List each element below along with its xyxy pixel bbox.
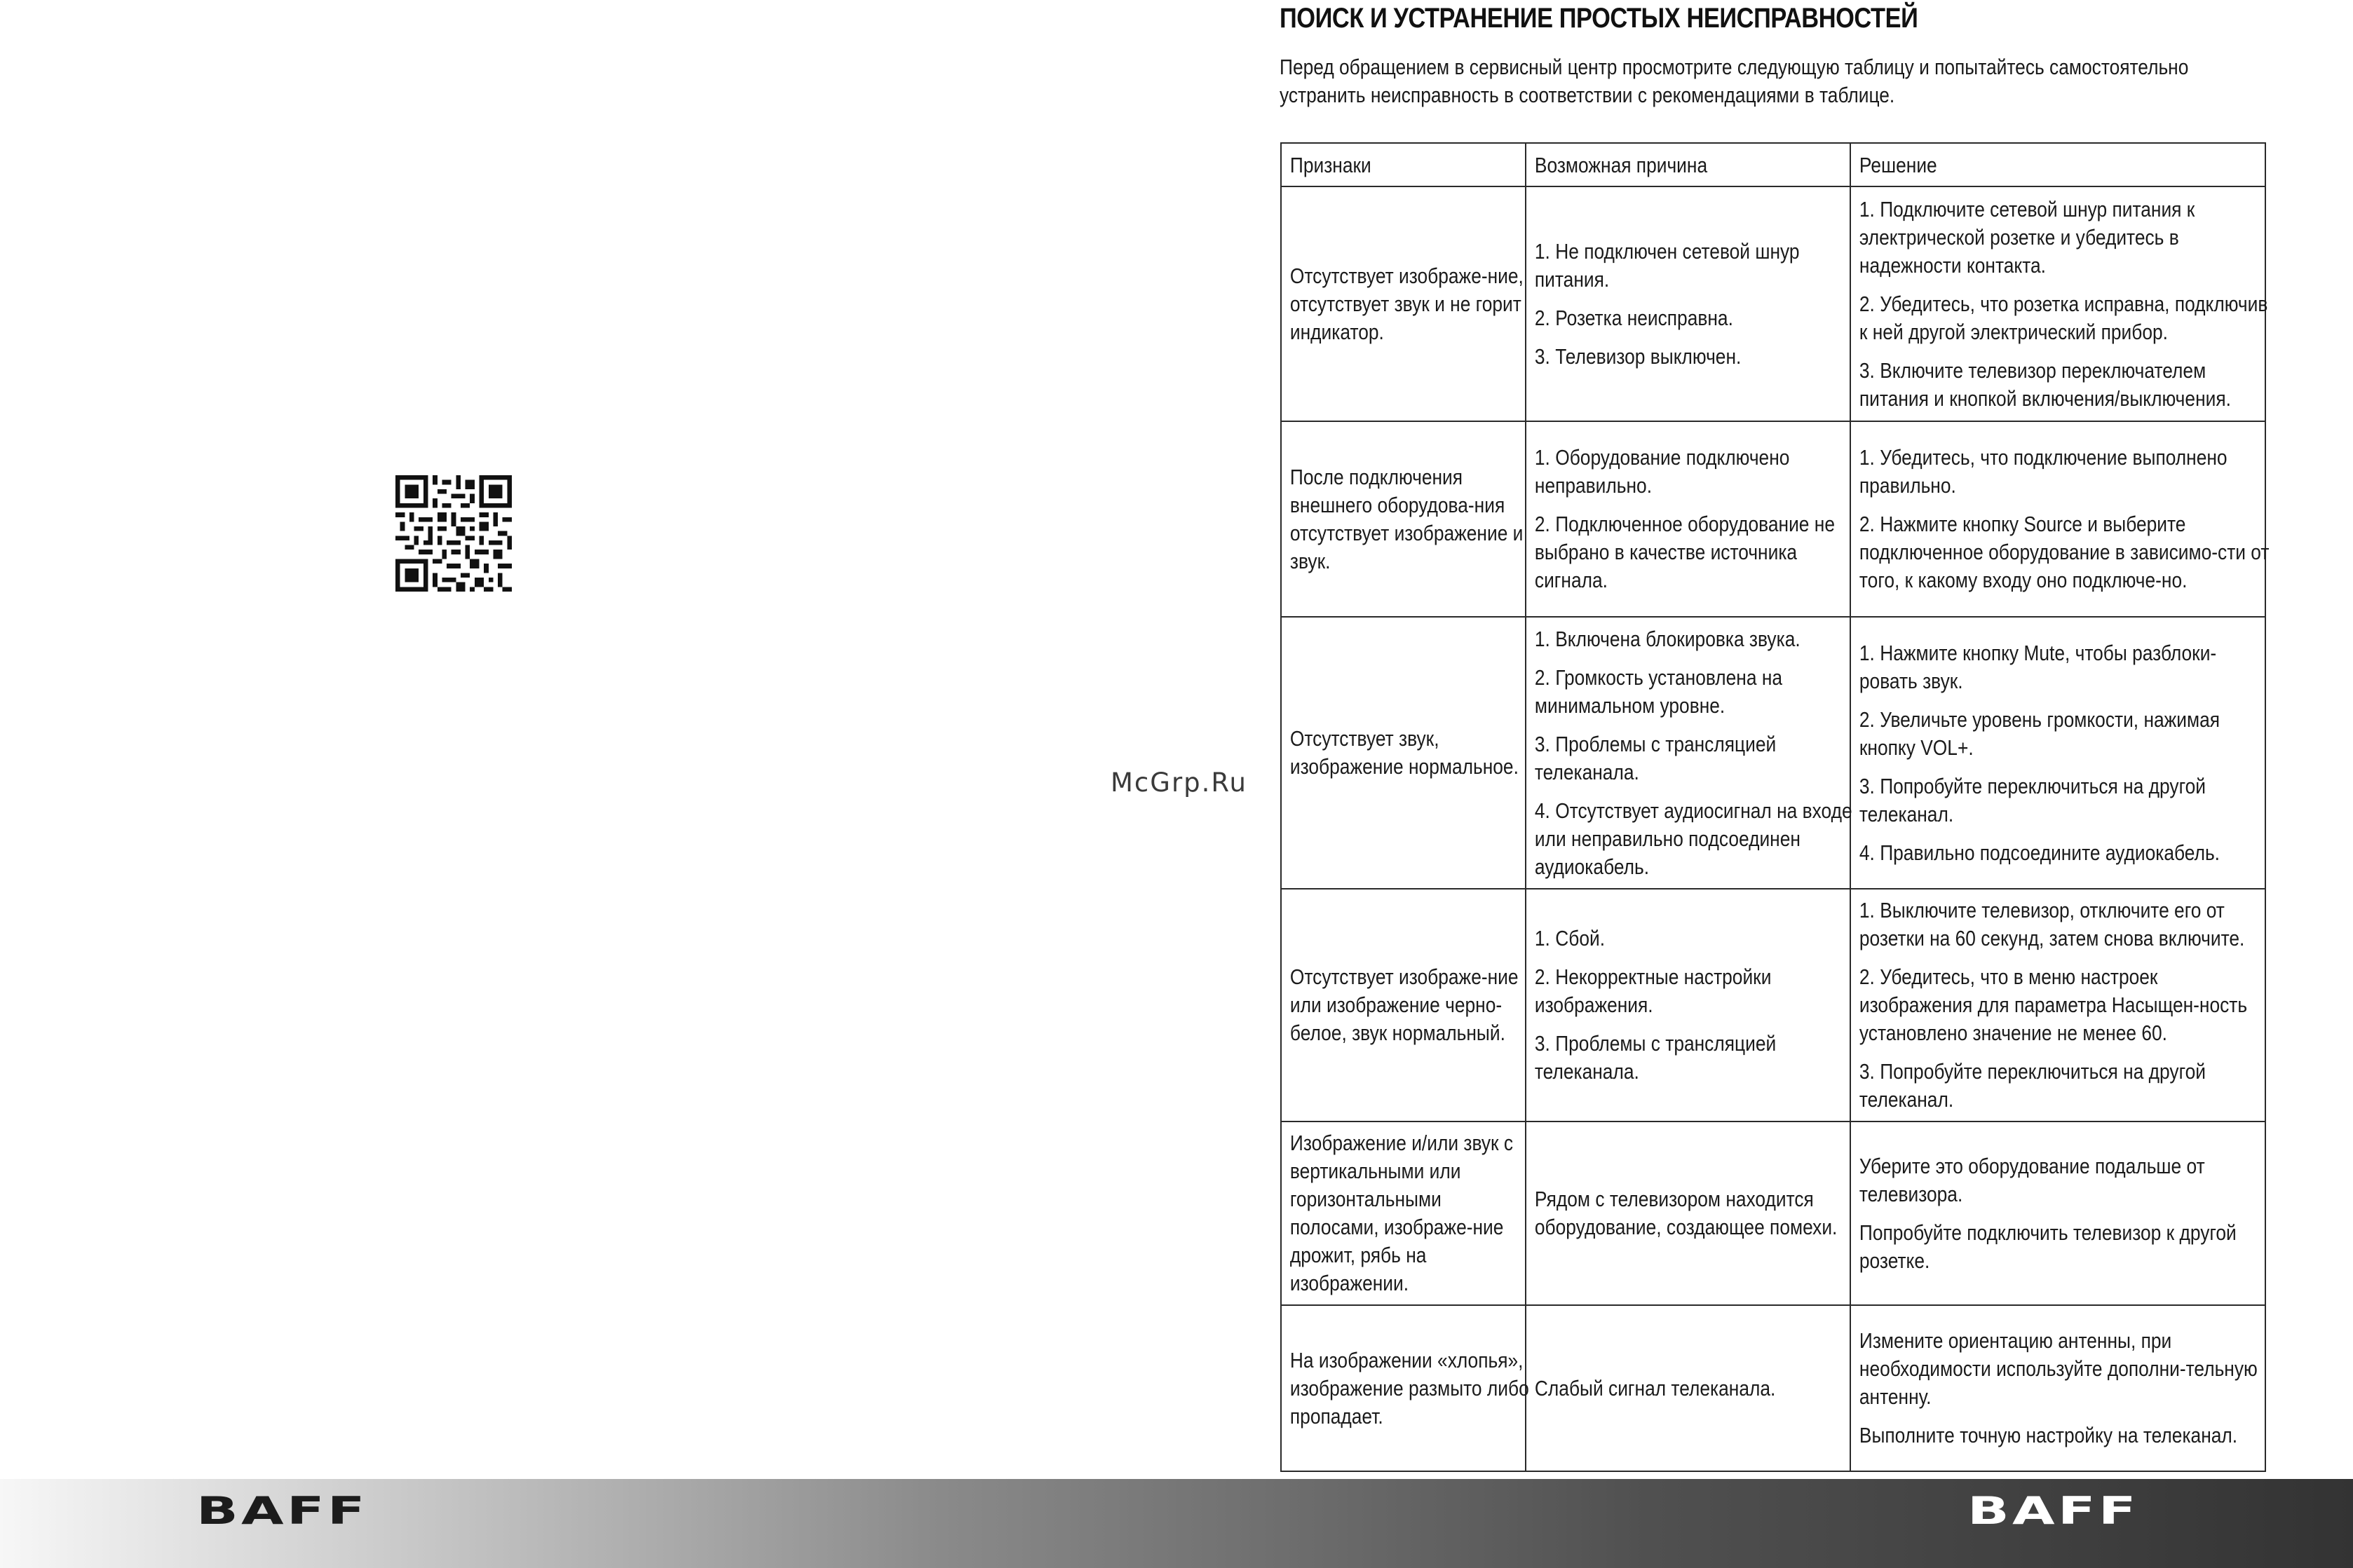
symptom-cell <box>1281 1305 1529 1471</box>
symptom-text: На изображении «хлопья», изображение размыто либо пропадает. <box>1289 1347 1529 1429</box>
solution-item: Уберите это оборудование подальше от телевизора. <box>1859 1153 2205 1206</box>
symptom-text: Отсутствует звук, изображение нормальное. <box>1289 726 1519 779</box>
symptom-text: Отсутствует изображе-ние, отсутствует звук и не горит индикатор. <box>1289 263 1524 344</box>
intro-paragraph: Перед обращением в сервисный центр просмотрите следующую таблицу и попытайтесь самостоятельно устранить неисправность в соответствии с рекомендациями в таблице. <box>1280 55 2189 107</box>
cause-item: 3. Телевизор выключен. <box>1534 343 1742 369</box>
solution-item: 4. Правильно подсоедините аудиокабель. <box>1859 840 2220 865</box>
solution-item: 3. Попробуйте переключиться на другой телеканал. <box>1859 773 2206 826</box>
symptom-text: Отсутствует изображе-ние или изображение черно-белое, звук нормальный. <box>1289 964 1519 1045</box>
cause-cell <box>1526 1122 1850 1305</box>
header-cell-symptoms <box>1281 143 1526 186</box>
symptom-cell <box>1281 1122 1526 1305</box>
solution-item: Попробуйте подключить телевизор к другой розетке. <box>1859 1220 2237 1273</box>
watermark-text: McGrp.Ru <box>1111 768 1247 798</box>
header-cell-causes <box>1526 143 1850 186</box>
cause-item: Рядом с телевизором находится оборудование, создающее помехи. <box>1534 1187 1838 1239</box>
symptom-cell <box>1281 889 1526 1122</box>
cause-cell <box>1526 186 1850 421</box>
header-label: Признаки <box>1289 153 1371 177</box>
solution-item: 1. Нажмите кнопку Mute, чтобы разблоки-ровать звук. <box>1859 640 2217 693</box>
solution-cell <box>1850 1305 2265 1471</box>
symptom-text: После подключения внешнего оборудова-ния отсутствует изображение и звук. <box>1289 464 1524 573</box>
symptom-cell <box>1281 617 1526 889</box>
solution-cell <box>1850 1122 2265 1305</box>
cause-item: 1. Не подключен сетевой шнур питания. <box>1534 238 1800 292</box>
cause-cell <box>1526 1305 1850 1471</box>
symptom-cell <box>1281 186 1526 421</box>
symptom-cell <box>1281 421 1526 617</box>
left-page <box>0 0 1176 1568</box>
solution-cell <box>1850 889 2265 1122</box>
cause-cell <box>1526 421 1850 617</box>
table-row <box>1281 1305 2265 1471</box>
table-header-row <box>1281 143 2265 186</box>
cause-item: Слабый сигнал телеканала. <box>1534 1375 1776 1400</box>
cause-item: 2. Подключенное оборудование не выбрано в качестве источника сигнала. <box>1534 512 1835 592</box>
brand-logo-right: BAFF <box>1967 1489 2139 1533</box>
header-label: Возможная причина <box>1534 153 1708 177</box>
qr-code <box>388 475 519 592</box>
solution-item: 3. Попробуйте переключиться на другой телеканал. <box>1859 1059 2206 1112</box>
solution-item: 3. Включите телевизор переключателем питания и кнопкой включения/выключения. <box>1859 357 2231 411</box>
table-row <box>1281 186 2265 421</box>
solution-item: 2. Увеличьте уровень громкости, нажимая кнопку VOL+. <box>1859 707 2220 760</box>
cause-item: 2. Некорректные настройки изображения. <box>1534 964 1772 1017</box>
cause-item: 2. Громкость установлена на минимальном уровне. <box>1534 664 1783 718</box>
header-cell-solutions <box>1850 143 2265 186</box>
solution-item: 1. Подключите сетевой шнур питания к электрической розетке и убедитесь в надежности контакта. <box>1859 196 2195 278</box>
cause-item: 3. Проблемы с трансляцией телеканала. <box>1534 731 1777 784</box>
solution-item: 2. Убедитесь, что в меню настроек изображения для параметра Насыщен-ность установлено значение не менее 60. <box>1859 964 2248 1045</box>
cause-item: 1. Включена блокировка звука. <box>1534 626 1801 651</box>
solution-item: 1. Выключите телевизор, отключите его от розетки на 60 секунд, затем снова включите. <box>1859 898 2245 950</box>
table-row <box>1281 617 2265 889</box>
solution-cell <box>1850 421 2270 617</box>
table-row <box>1281 889 2265 1122</box>
page-title: ПОИСК И УСТРАНЕНИЕ ПРОСТЫХ НЕИСПРАВНОСТЕЙ <box>1280 3 1918 34</box>
cause-item: 4. Отсутствует аудиосигнал на входе или неправильно подсоединен аудиокабель. <box>1534 798 1852 879</box>
qr-code-graphic <box>388 475 519 592</box>
troubleshooting-table <box>1280 142 2270 1472</box>
cause-cell <box>1526 617 1850 889</box>
cause-item: 1. Сбой. <box>1534 926 1606 950</box>
cause-item: 1. Оборудование подключено неправильно. <box>1534 445 1790 498</box>
table-row <box>1281 421 2265 617</box>
cause-item: 3. Проблемы с трансляцией телеканала. <box>1534 1031 1777 1084</box>
solution-item: 1. Убедитесь, что подключение выполнено правильно. <box>1859 445 2227 498</box>
brand-logo-left: BAFF <box>196 1489 368 1533</box>
header-label: Решение <box>1859 153 1937 177</box>
solution-item: 2. Убедитесь, что розетка исправна, подключив к ней другой электрический прибор. <box>1859 291 2268 344</box>
cause-item: 2. Розетка неисправна. <box>1534 305 1733 330</box>
solution-cell <box>1850 186 2268 421</box>
solution-item: Измените ориентацию антенны, при необходимости используйте дополни-тельную антенну. <box>1859 1328 2258 1409</box>
symptom-text: Изображение и/или звук с вертикальными или горизонтальными полосами, изображе-ние дрожит, рябь на изображении. <box>1289 1131 1514 1295</box>
table-row <box>1281 1122 2265 1305</box>
solution-cell <box>1850 617 2265 889</box>
cause-cell <box>1526 889 1850 1122</box>
solution-item: 2. Нажмите кнопку Source и выберите подключенное оборудование в зависимо-сти от того, к какому входу оно подключе-но. <box>1859 512 2270 592</box>
solution-item: Выполните точную настройку на телеканал. <box>1859 1423 2238 1447</box>
